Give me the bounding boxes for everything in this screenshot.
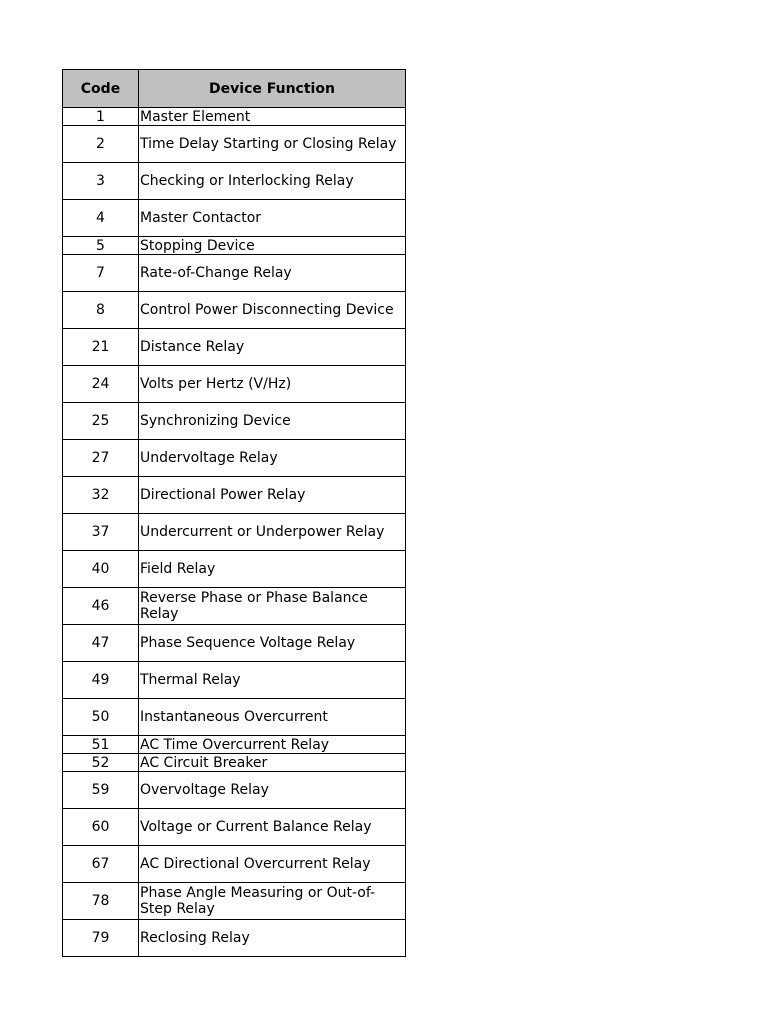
- device-code-cell: 67: [63, 846, 139, 883]
- device-function-cell: Undervoltage Relay: [139, 440, 406, 477]
- device-code-cell: 52: [63, 754, 139, 772]
- device-function-cell: Reverse Phase or Phase Balance Relay: [139, 588, 406, 625]
- device-code-cell: 79: [63, 920, 139, 957]
- table-row: [63, 551, 406, 588]
- table-row: [63, 772, 406, 809]
- table-row: [63, 292, 406, 329]
- table-header-row: [63, 70, 406, 108]
- device-code-cell: 78: [63, 883, 139, 920]
- device-code-cell: 2: [63, 126, 139, 163]
- code-column-header: Code: [63, 70, 139, 108]
- device-code-cell: 7: [63, 255, 139, 292]
- table-row: [63, 126, 406, 163]
- device-function-cell: Control Power Disconnecting Device: [139, 292, 406, 329]
- device-code-cell: 47: [63, 625, 139, 662]
- device-code-cell: 60: [63, 809, 139, 846]
- device-function-cell: Time Delay Starting or Closing Relay: [139, 126, 406, 163]
- device-function-cell: Directional Power Relay: [139, 477, 406, 514]
- device-function-cell: Undercurrent or Underpower Relay: [139, 514, 406, 551]
- device-code-cell: 3: [63, 163, 139, 200]
- device-function-cell: Master Contactor: [139, 200, 406, 237]
- table-row: [63, 477, 406, 514]
- device-code-cell: 59: [63, 772, 139, 809]
- device-code-cell: 25: [63, 403, 139, 440]
- device-code-cell: 46: [63, 588, 139, 625]
- device-function-cell: Synchronizing Device: [139, 403, 406, 440]
- device-function-cell: AC Time Overcurrent Relay: [139, 736, 406, 754]
- table-row: [63, 403, 406, 440]
- table-row: [63, 108, 406, 126]
- table-row: [63, 883, 406, 920]
- table-row: [63, 662, 406, 699]
- device-code-cell: 37: [63, 514, 139, 551]
- table-row: [63, 237, 406, 255]
- device-code-cell: 50: [63, 699, 139, 736]
- table-row: [63, 809, 406, 846]
- table-row: [63, 588, 406, 625]
- device-function-table: [62, 69, 406, 957]
- device-function-cell: AC Circuit Breaker: [139, 754, 406, 772]
- device-code-cell: 32: [63, 477, 139, 514]
- table-row: [63, 625, 406, 662]
- device-code-cell: 21: [63, 329, 139, 366]
- table-row: [63, 846, 406, 883]
- device-code-cell: 27: [63, 440, 139, 477]
- device-function-cell: Master Element: [139, 108, 406, 126]
- table-row: [63, 754, 406, 772]
- device-function-cell: Phase Sequence Voltage Relay: [139, 625, 406, 662]
- device-code-cell: 1: [63, 108, 139, 126]
- device-code-cell: 49: [63, 662, 139, 699]
- table-row: [63, 699, 406, 736]
- table-row: [63, 163, 406, 200]
- table-row: [63, 200, 406, 237]
- device-function-cell: Checking or Interlocking Relay: [139, 163, 406, 200]
- table-row: [63, 366, 406, 403]
- device-function-cell: Instantaneous Overcurrent: [139, 699, 406, 736]
- device-function-cell: Reclosing Relay: [139, 920, 406, 957]
- device-function-cell: Rate-of-Change Relay: [139, 255, 406, 292]
- device-code-cell: 24: [63, 366, 139, 403]
- table-row: [63, 440, 406, 477]
- device-code-cell: 8: [63, 292, 139, 329]
- device-code-cell: 40: [63, 551, 139, 588]
- device-function-cell: Phase Angle Measuring or Out-of-Step Relay: [139, 883, 406, 920]
- table-row: [63, 329, 406, 366]
- table-row: [63, 920, 406, 957]
- table-row: [63, 255, 406, 292]
- device-code-cell: 5: [63, 237, 139, 255]
- table-body: [63, 108, 406, 957]
- device-function-cell: AC Directional Overcurrent Relay: [139, 846, 406, 883]
- device-function-cell: Overvoltage Relay: [139, 772, 406, 809]
- device-code-cell: 4: [63, 200, 139, 237]
- device-function-cell: Stopping Device: [139, 237, 406, 255]
- device-function-cell: Field Relay: [139, 551, 406, 588]
- device-function-cell: Distance Relay: [139, 329, 406, 366]
- device-function-cell: Volts per Hertz (V/Hz): [139, 366, 406, 403]
- device-code-cell: 51: [63, 736, 139, 754]
- device-function-column-header: Device Function: [139, 70, 406, 108]
- table-row: [63, 736, 406, 754]
- device-function-cell: Voltage or Current Balance Relay: [139, 809, 406, 846]
- device-function-cell: Thermal Relay: [139, 662, 406, 699]
- table-row: [63, 514, 406, 551]
